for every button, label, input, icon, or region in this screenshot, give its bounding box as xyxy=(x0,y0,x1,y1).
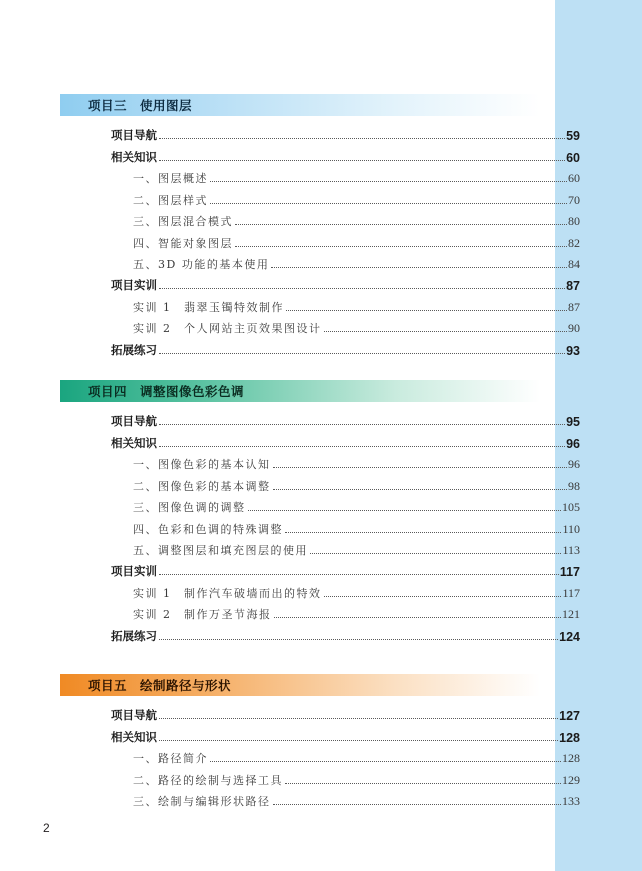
toc-entry[interactable] xyxy=(111,273,580,293)
toc-page: 128 xyxy=(559,731,580,745)
leader-dots xyxy=(235,246,567,247)
toc-page: 121 xyxy=(562,607,580,621)
toc-label: 项目实训 xyxy=(111,564,157,578)
toc-entry[interactable] xyxy=(133,209,580,229)
leader-dots xyxy=(285,783,561,784)
toc-entry[interactable] xyxy=(133,188,580,208)
leader-dots xyxy=(273,804,562,805)
leader-dots xyxy=(159,718,558,719)
toc-page: 60 xyxy=(566,151,580,165)
toc-entry[interactable] xyxy=(133,295,580,315)
leader-dots xyxy=(159,574,559,575)
toc-page: 59 xyxy=(566,129,580,143)
toc-label: 实训 2 制作万圣节海报 xyxy=(133,608,272,621)
toc-page: 133 xyxy=(562,794,580,808)
toc-page: 127 xyxy=(559,709,580,723)
toc-label: 五、3D 功能的基本使用 xyxy=(133,258,270,271)
leader-dots xyxy=(248,510,562,511)
leader-dots xyxy=(210,761,561,762)
section-header-project-5 xyxy=(60,674,540,696)
toc-page: 84 xyxy=(568,257,580,271)
toc-label: 四、智能对象图层 xyxy=(133,237,233,250)
toc-page: 93 xyxy=(566,344,580,358)
toc-entry[interactable] xyxy=(133,768,580,788)
toc-label: 三、图层混合模式 xyxy=(133,215,233,228)
toc-entry[interactable] xyxy=(111,624,580,644)
toc-label: 三、绘制与编辑形状路径 xyxy=(133,795,271,808)
toc-entry[interactable] xyxy=(133,252,580,272)
toc-entry[interactable] xyxy=(133,474,580,494)
leader-dots xyxy=(271,267,567,268)
toc-label: 项目导航 xyxy=(111,708,157,722)
leader-dots xyxy=(285,532,561,533)
toc-page: 128 xyxy=(562,751,580,765)
toc-label: 相关知识 xyxy=(111,150,157,164)
toc-entry[interactable] xyxy=(133,538,580,558)
toc-label: 五、调整图层和填充图层的使用 xyxy=(133,544,308,557)
toc-page: 82 xyxy=(568,236,580,250)
leader-dots xyxy=(273,467,568,468)
toc-entry[interactable] xyxy=(111,409,580,429)
toc-page: 95 xyxy=(566,415,580,429)
leader-dots xyxy=(159,160,565,161)
toc-entry[interactable] xyxy=(133,789,580,809)
leader-dots xyxy=(324,596,562,597)
leader-dots xyxy=(159,424,565,425)
leader-dots xyxy=(210,203,567,204)
toc-page: 80 xyxy=(568,214,580,228)
toc-page: 113 xyxy=(562,543,580,557)
toc-page: 110 xyxy=(562,522,580,536)
toc-entry[interactable] xyxy=(133,316,580,336)
toc-label: 相关知识 xyxy=(111,730,157,744)
toc-page: 87 xyxy=(566,279,580,293)
toc-entry[interactable] xyxy=(133,452,580,472)
leader-dots xyxy=(159,639,558,640)
toc-page: 129 xyxy=(562,773,580,787)
toc-label: 实训 2 个人网站主页效果图设计 xyxy=(133,322,322,335)
toc-label: 项目实训 xyxy=(111,278,157,292)
toc-entry[interactable] xyxy=(111,431,580,451)
section-title: 项目四 调整图像色彩色调 xyxy=(88,384,245,399)
toc-entry[interactable] xyxy=(111,725,580,745)
toc-label: 二、图层样式 xyxy=(133,194,208,207)
toc-label: 一、图层概述 xyxy=(133,172,208,185)
toc-page: 96 xyxy=(568,457,580,471)
section-header-project-3 xyxy=(60,94,540,116)
toc-page: 105 xyxy=(562,500,580,514)
toc-page: 117 xyxy=(559,565,580,579)
toc-entry[interactable] xyxy=(133,746,580,766)
toc-label: 实训 1 制作汽车破墙而出的特效 xyxy=(133,587,322,600)
toc-label: 项目导航 xyxy=(111,414,157,428)
leader-dots xyxy=(324,331,568,332)
toc-page: 87 xyxy=(568,300,580,314)
leader-dots xyxy=(310,553,561,554)
toc-entry[interactable] xyxy=(133,495,580,515)
toc-label: 四、色彩和色调的特殊调整 xyxy=(133,523,283,536)
toc-page: 96 xyxy=(566,437,580,451)
toc-label: 三、图像色调的调整 xyxy=(133,501,246,514)
toc-label: 相关知识 xyxy=(111,436,157,450)
toc-page: 117 xyxy=(562,586,580,600)
page-number: 2 xyxy=(43,821,50,835)
section-title: 项目三 使用图层 xyxy=(88,98,193,113)
toc-label: 实训 1 翡翠玉镯特效制作 xyxy=(133,301,284,314)
toc-entry[interactable] xyxy=(133,166,580,186)
toc-entry[interactable] xyxy=(111,338,580,358)
toc-page: 90 xyxy=(568,321,580,335)
toc-page: 98 xyxy=(568,479,580,493)
leader-dots xyxy=(159,288,565,289)
toc-label: 拓展练习 xyxy=(111,343,157,357)
toc-entry[interactable] xyxy=(111,145,580,165)
toc-page: 70 xyxy=(568,193,580,207)
toc-page: 124 xyxy=(559,630,580,644)
section-header-project-4 xyxy=(60,380,540,402)
toc-page: 60 xyxy=(568,171,580,185)
toc-label: 一、图像色彩的基本认知 xyxy=(133,458,271,471)
toc-entry[interactable] xyxy=(133,602,580,622)
leader-dots xyxy=(274,617,562,618)
leader-dots xyxy=(159,138,565,139)
leader-dots xyxy=(273,489,568,490)
leader-dots xyxy=(235,224,567,225)
toc-label: 项目导航 xyxy=(111,128,157,142)
leader-dots xyxy=(286,310,567,311)
toc-entry[interactable] xyxy=(111,123,580,143)
leader-dots xyxy=(210,181,567,182)
leader-dots xyxy=(159,740,558,741)
toc-label: 拓展练习 xyxy=(111,629,157,643)
toc-entry[interactable] xyxy=(133,581,580,601)
leader-dots xyxy=(159,353,565,354)
toc-entry[interactable] xyxy=(111,559,580,579)
section-title: 项目五 绘制路径与形状 xyxy=(88,678,232,693)
toc-label: 二、路径的绘制与选择工具 xyxy=(133,774,283,787)
toc-label: 二、图像色彩的基本调整 xyxy=(133,480,271,493)
leader-dots xyxy=(159,446,565,447)
toc-entry[interactable] xyxy=(111,703,580,723)
toc-entry[interactable] xyxy=(133,517,580,537)
toc-entry[interactable] xyxy=(133,231,580,251)
toc-label: 一、路径简介 xyxy=(133,752,208,765)
